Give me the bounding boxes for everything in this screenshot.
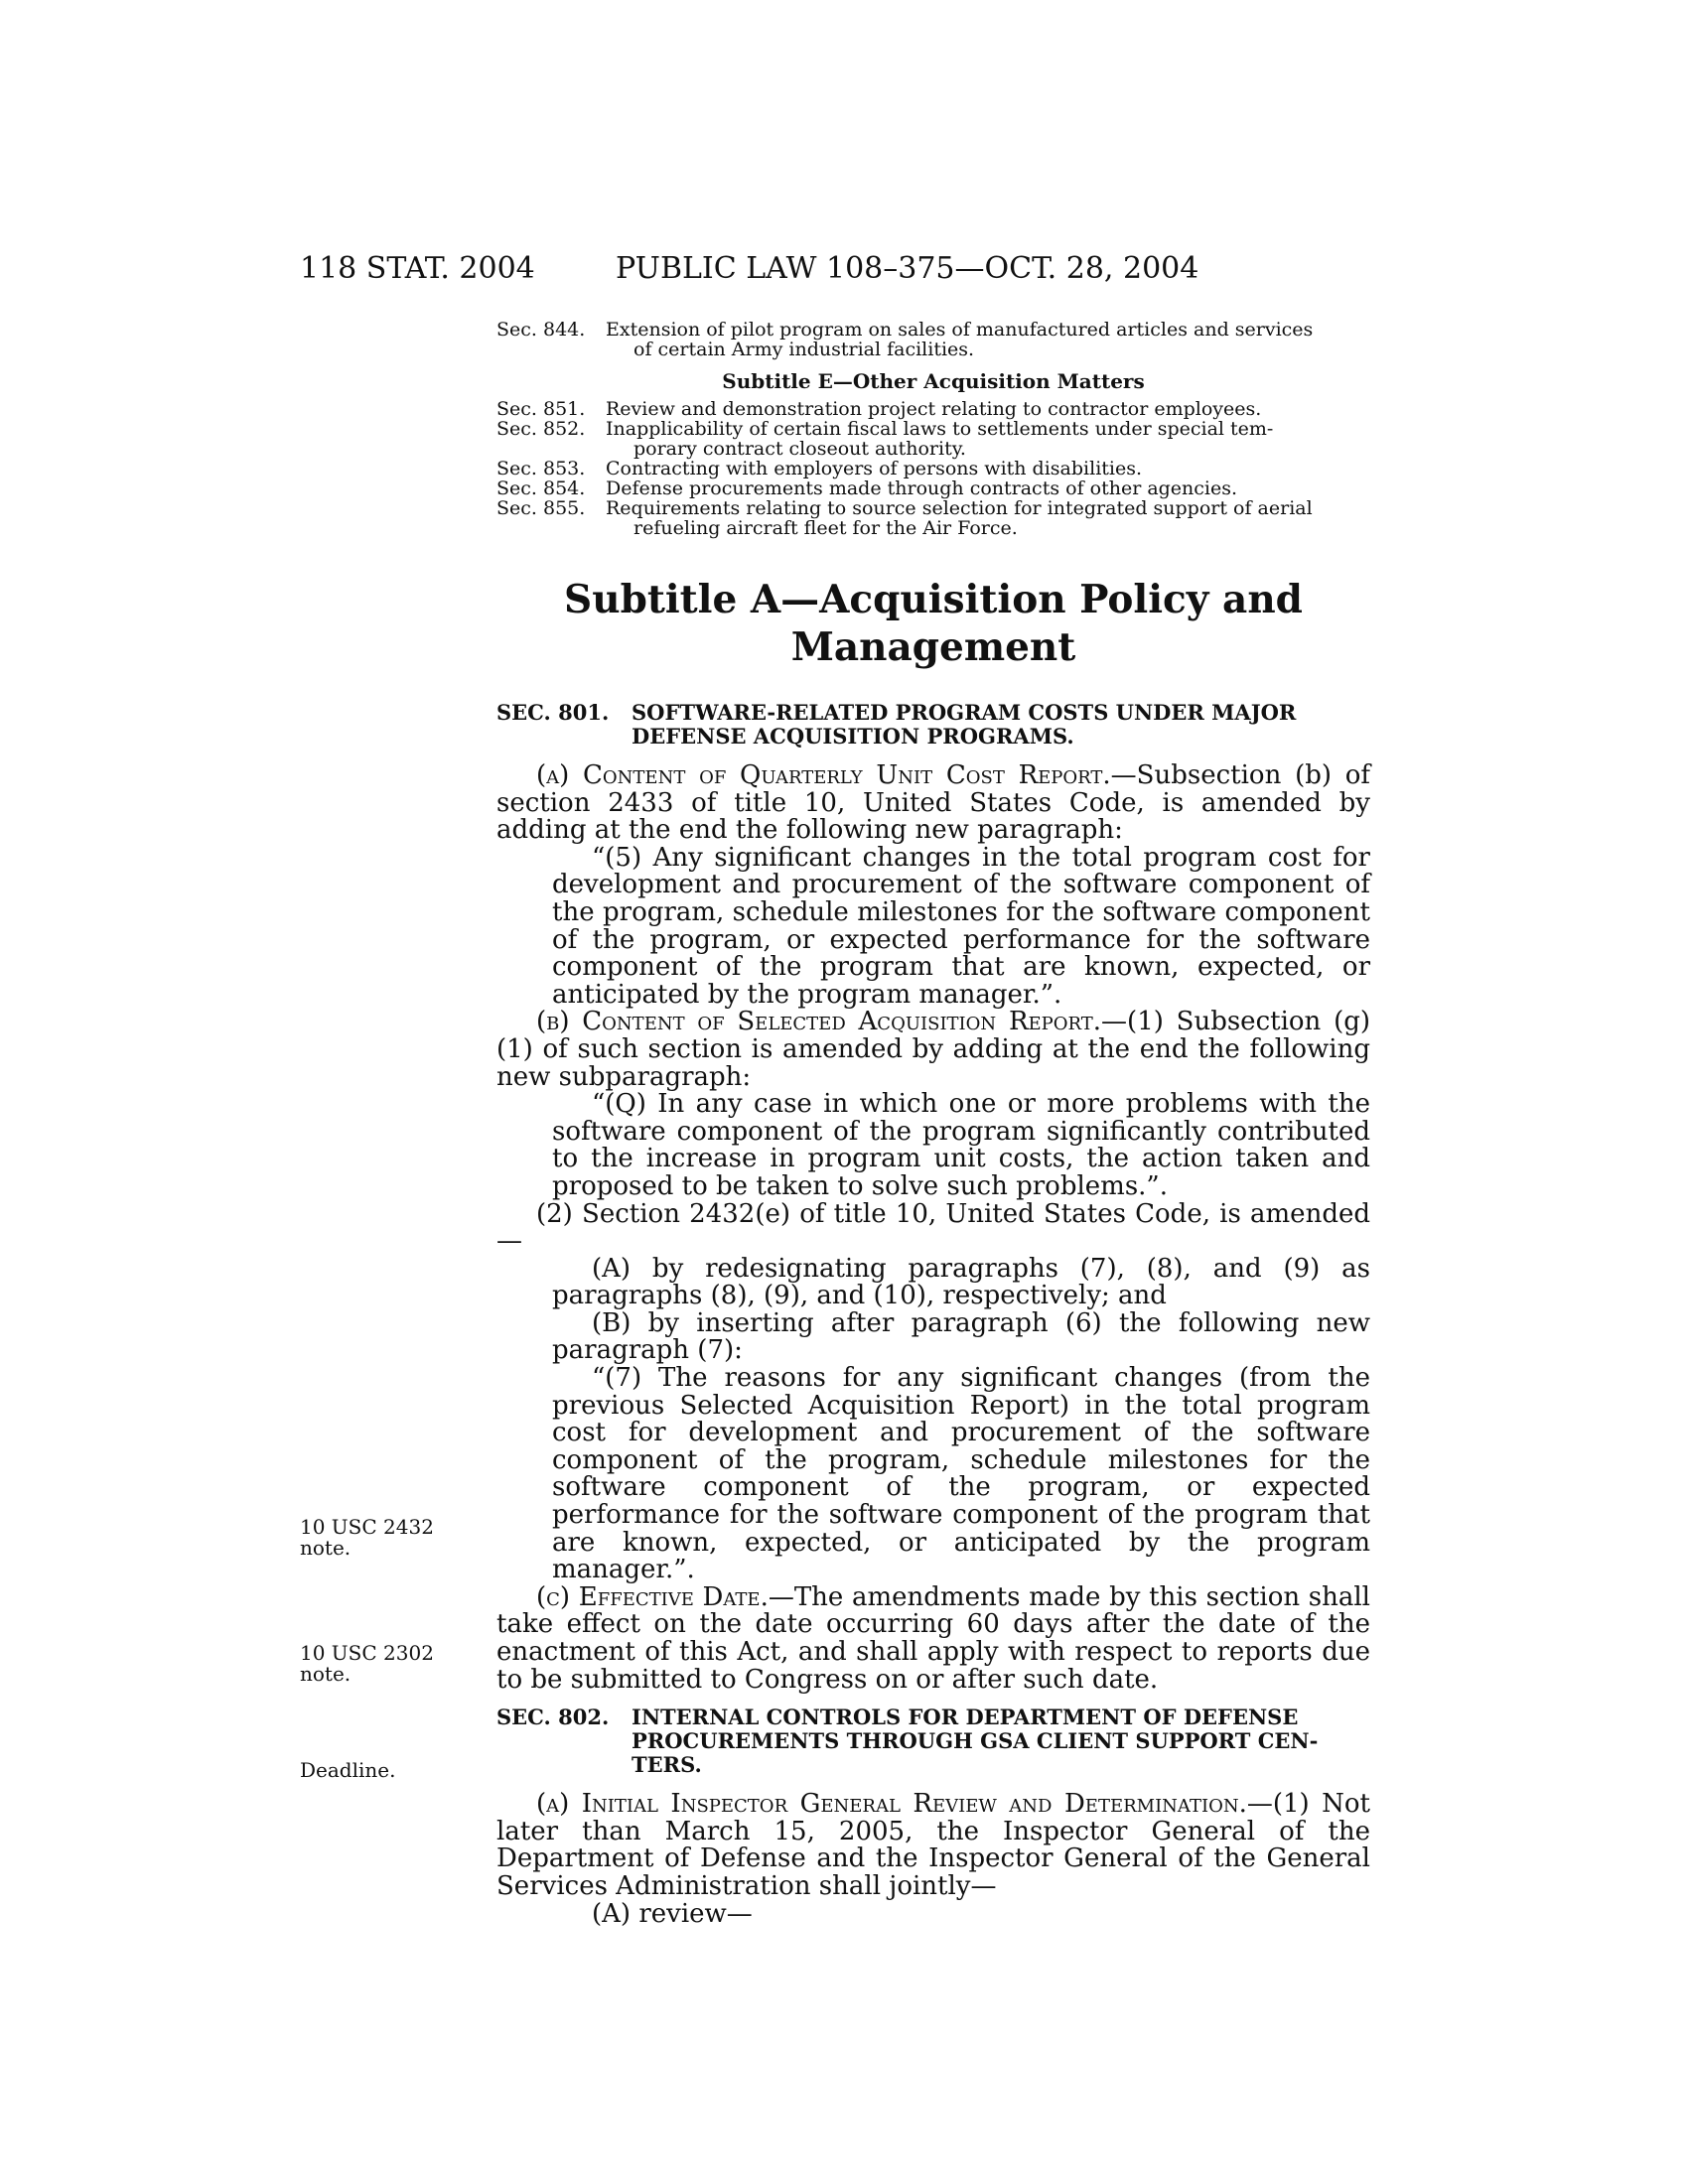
subparagraph: (A) by redesignating paragraphs (7), (8), and (9) as paragraphs (8), (9), and (10), respectively; and — [552, 1253, 1370, 1311]
toc-subtitle-heading: Subtitle E—Other Acquisition Matters — [722, 369, 1145, 393]
toc-item — [496, 419, 1370, 459]
toc-section-number: Sec. 844. — [496, 319, 586, 341]
paragraph-801-a — [496, 762, 1370, 845]
paragraph-heading: (b) Content of Selected Acquisition Report. — [536, 1007, 1102, 1037]
margin-note-usc-2302 — [300, 1643, 434, 1685]
toc-section-title: Review and demonstration project relating to contractor employees. — [606, 398, 1262, 420]
paragraph-802-a — [496, 1791, 1370, 1900]
section-title-line: SOFTWARE-RELATED PROGRAM COSTS UNDER MAJOR — [632, 700, 1297, 725]
toc-section-title — [606, 320, 1370, 359]
public-law-citation: PUBLIC LAW 108–375—OCT. 28, 2004 — [616, 251, 1199, 286]
toc-section-title — [606, 498, 1370, 538]
toc-item — [496, 459, 1370, 478]
toc-title-line: Extension of pilot program on sales of manufactured articles and services — [606, 319, 1314, 341]
subtitle-heading-line: Subtitle A—Acquisition Policy and — [564, 577, 1303, 622]
margin-note-deadline: Deadline. — [300, 1758, 396, 1782]
toc-title-continuation: of certain Army industrial facilities. — [633, 339, 975, 360]
toc-section-number: Sec. 854. — [496, 478, 586, 499]
paragraph-text: —(1) Not later than March 15, 2005, the Inspector General of the Department of Defense and the Inspector General of the General Services Administration shall jointly— — [496, 1789, 1370, 1901]
page-header — [0, 251, 1688, 291]
toc-item — [496, 399, 1370, 419]
quoted-paragraph: “(Q) In any case in which one or more problems with the software component of the program significantly contributed to the increase in program unit costs, the action taken and proposed to be taken to solve such problems.”. — [552, 1089, 1370, 1201]
margin-note-usc-2432 — [300, 1517, 434, 1559]
subparagraph: (B) by inserting after paragraph (6) the following new paragraph (7): — [552, 1307, 1370, 1366]
section-title-line: TERS. — [632, 1752, 702, 1778]
document-body — [496, 701, 1370, 1928]
section-title — [632, 1706, 1370, 1777]
margin-note-line: 10 USC 2302 — [300, 1641, 434, 1665]
toc-section-number: Sec. 852. — [496, 418, 586, 440]
toc-section-number: Sec. 853. — [496, 458, 586, 479]
subtitle-heading-line: Management — [790, 624, 1076, 670]
statute-page-number: 118 STAT. 2004 — [300, 251, 535, 286]
toc-section-number: Sec. 851. — [496, 398, 586, 420]
section-number: SEC. 801. — [496, 700, 610, 725]
toc-section-title: Contracting with employers of persons with disabilities. — [606, 458, 1143, 479]
quoted-paragraph: “(5) Any significant changes in the total program cost for development and procurement of the software component of the program, schedule milestones for the software component of the program, or expected performance for the software component of the program that are known, expected, or anticipated by the program manager.”. — [552, 842, 1370, 1010]
paragraph-801-b2: (2) Section 2432(e) of title 10, United States Code, is amended— — [496, 1198, 1370, 1257]
section-title-line: DEFENSE ACQUISITION PROGRAMS. — [632, 724, 1074, 749]
toc-title-continuation: refueling aircraft fleet for the Air Force. — [633, 517, 1018, 539]
toc-section-title — [606, 419, 1370, 459]
section-title-line: PROCUREMENTS THROUGH GSA CLIENT SUPPORT CEN- — [632, 1728, 1319, 1754]
subparagraph: (A) review— — [592, 1898, 753, 1929]
toc-item — [496, 478, 1370, 498]
paragraph-heading: (a) Content of Quarterly Unit Cost Report. — [536, 760, 1111, 790]
toc-title-continuation: porary contract closeout authority. — [633, 438, 966, 460]
paragraph-801-b — [496, 1009, 1370, 1091]
margin-note-line: 10 USC 2432 — [300, 1515, 434, 1539]
toc-title-line: Requirements relating to source selection for integrated support of aerial — [606, 497, 1313, 519]
quoted-paragraph: “(7) The reasons for any significant changes (from the previous Selected Acquisition Report) in the total program cost for development and procurement of the software component of the program, schedule milestones for the software component of the program, or expected performance for the software component of the program that are known, expected, or anticipated by the program manager.”. — [552, 1363, 1370, 1585]
margin-note-line: note. — [300, 1662, 352, 1686]
toc-section-number: Sec. 855. — [496, 497, 586, 519]
section-title-line: INTERNAL CONTROLS FOR DEPARTMENT OF DEFENSE — [632, 1705, 1299, 1730]
toc-item — [496, 320, 1370, 359]
paragraph-text: —Subsection (b) of section 2433 of title 10, United States Code, is amended by adding at the end the following new paragraph: — [496, 760, 1371, 846]
toc-section-title: Defense procurements made through contracts of other agencies. — [606, 478, 1238, 499]
paragraph-text: —The amendments made by this section shall take effect on the date occurring 60 days after the date of the enactment of this Act, and shall apply with respect to reports due to be submitted to Congress on or after such date. — [496, 1581, 1370, 1695]
paragraph-heading: (c) Effective Date. — [536, 1581, 769, 1612]
section-title — [632, 701, 1370, 749]
section-802-heading — [496, 1706, 1370, 1777]
section-801-heading — [496, 701, 1370, 749]
margin-note-line: note. — [300, 1536, 352, 1560]
toc-title-line: Inapplicability of certain fiscal laws to settlements under special tem- — [606, 418, 1274, 440]
table-of-contents — [496, 320, 1370, 538]
paragraph-heading: (a) Initial Inspector General Review and Determination. — [536, 1789, 1247, 1820]
section-number: SEC. 802. — [496, 1705, 610, 1730]
subtitle-heading — [496, 576, 1370, 671]
toc-item — [496, 498, 1370, 538]
paragraph-text: —(1) Subsection (g)(1) of such section is amended by adding at the end the following new subparagraph: — [496, 1007, 1370, 1092]
paragraph-801-c — [496, 1581, 1370, 1695]
